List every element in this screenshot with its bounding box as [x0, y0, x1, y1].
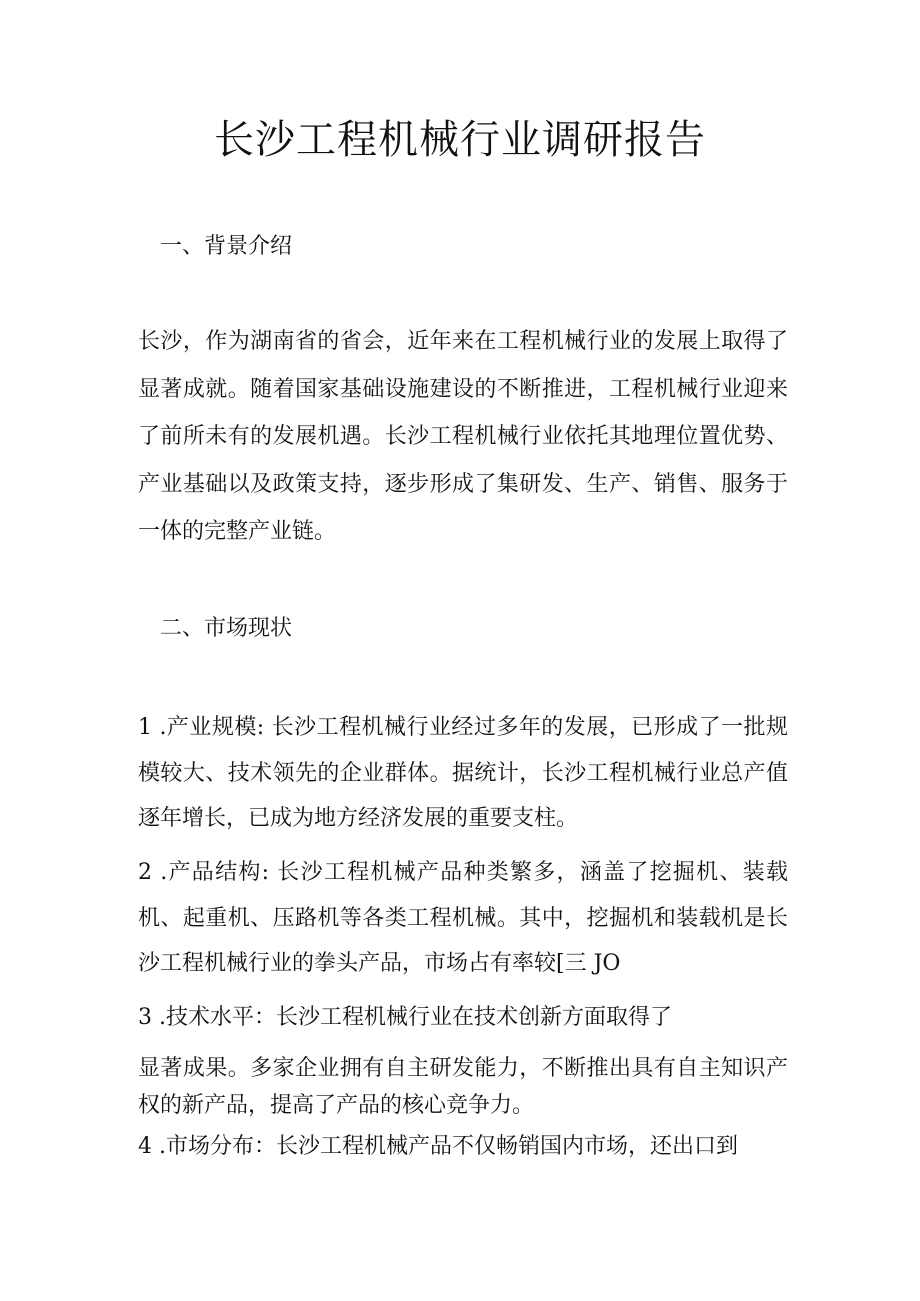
paragraph-market-distribution: 4 .市场分布：长沙工程机械产品不仅畅销国内市场，还出口到: [138, 1134, 738, 1159]
paragraph-product-structure: 2 .产品结构: 长沙工程机械产品种类繁多，涵盖了挖掘机、装载机、起重机、压路机等各类工程机械。其中，挖掘机和装载机是长沙工程机械行业的拳头产品，市场占有率较[三 JO: [138, 860, 788, 976]
paragraph-industry-scale: 1 .产业规模: 长沙工程机械行业经过多年的发展，已形成了一批规模较大、技术领先的企业群体。据统计，长沙工程机械行业总产值逐年增长，已成为地方经济发展的重要支柱。: [138, 715, 788, 831]
section-heading-market: 二、市场现状: [160, 616, 293, 641]
paragraph-background: 长沙，作为湖南省的省会，近年来在工程机械行业的发展上取得了显著成就。随着国家基础设施建设的不断推进，工程机械行业迎来了前所未有的发展机遇。长沙工程机械行业依托其地理位置优势、产业基础以及政策支持，逐步形成了集研发、生产、销售、服务于一体的完整产业链。: [138, 329, 788, 544]
section-heading-background: 一、背景介绍: [160, 234, 293, 259]
paragraph-tech-level-intro: 3 .技术水平：长沙工程机械行业在技术创新方面取得了: [138, 1005, 672, 1030]
document-title: 长沙工程机械行业调研报告: [214, 117, 706, 163]
paragraph-tech-level-body: 显著成果。多家企业拥有自主研发能力，不断推出具有自主知识产权的新产品，提高了产品的核心竞争力。: [138, 1056, 788, 1118]
